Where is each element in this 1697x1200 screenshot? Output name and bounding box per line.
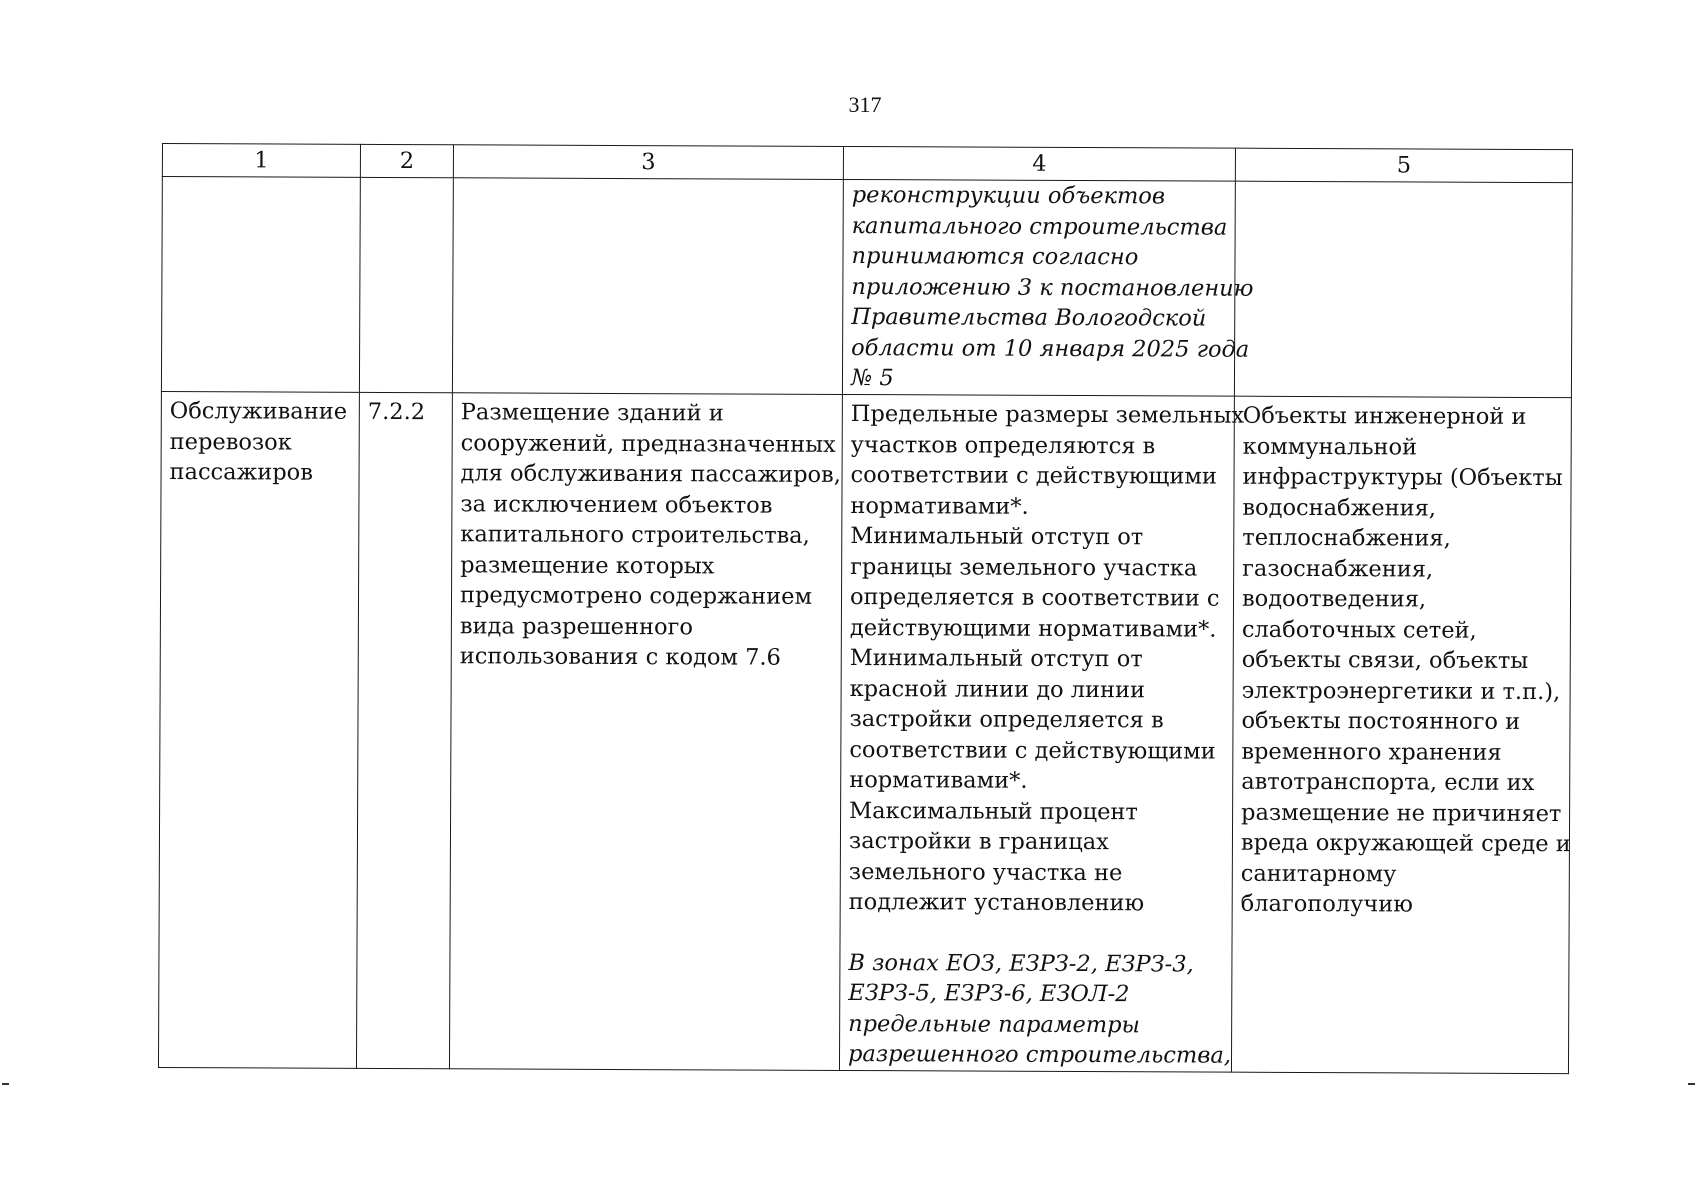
col4-line: нормативами*. — [850, 492, 1029, 520]
cont-col4-line: области от 10 января 2025 года — [851, 334, 1250, 363]
col4-line: определяется в соответствии с — [849, 584, 1220, 612]
col4-line: застройки определяется в — [849, 706, 1164, 734]
cont-col4-line: капитального строительства — [851, 212, 1228, 241]
col5-line: газоснабжения, — [1242, 555, 1434, 583]
cont-col4-line: № 5 — [850, 365, 894, 392]
cont-col4-line: реконструкции объектов — [851, 182, 1166, 210]
parameters-cell — [839, 394, 1245, 1071]
col4-line: Предельные размеры земельных — [850, 401, 1245, 429]
page-number: 317 — [848, 92, 882, 117]
land-use-name-cell — [158, 391, 359, 1067]
col5-line: благополучию — [1240, 890, 1413, 918]
col4-line: соответствии с действующими — [849, 736, 1216, 765]
header-col-2: 2 — [360, 144, 453, 177]
col4-line: земельного участка не — [848, 858, 1123, 886]
col5-line: временного хранения — [1241, 738, 1502, 766]
col5-line: теплоснабжения, — [1242, 524, 1451, 552]
header-col-4: 4 — [843, 146, 1235, 181]
scan-edge-mark-right — [1688, 1083, 1695, 1085]
header-col-3: 3 — [453, 145, 843, 180]
land-use-code: 7.2.2 — [367, 398, 426, 426]
col3-line: предусмотрено содержанием — [459, 582, 813, 610]
cont-cell-5 — [1234, 181, 1572, 397]
col4-line: Максимальный процент — [849, 797, 1138, 825]
col3-line: сооружений, предназначенных — [460, 429, 836, 458]
col4-line: границы земельного участка — [850, 553, 1198, 582]
col3-line: за исключением объектов — [460, 490, 773, 519]
cont-col4-line: Правительства Вологодской — [851, 304, 1207, 332]
col5-line: автотранспорта, если их — [1241, 768, 1535, 796]
main-row — [158, 391, 1571, 1073]
cont-cell-4 — [842, 179, 1254, 396]
col3-line: для обслуживания пассажиров, — [460, 460, 841, 488]
col5-line: Объекты инженерной и — [1242, 402, 1527, 430]
paragraph-gap — [848, 918, 1223, 950]
cont-col4-line: приложению 3 к постановлению — [851, 273, 1254, 302]
col3-line: размещение которых — [460, 551, 715, 579]
col5-line: слаботочных сетей, — [1241, 616, 1477, 644]
col5-line: объекты постоянного и — [1241, 707, 1521, 735]
col5-line: вреда окружающей среде и — [1240, 829, 1571, 858]
cont-col4-line: принимаются согласно — [851, 243, 1139, 271]
col4-line: действующими нормативами*. — [849, 614, 1217, 643]
col4-line: нормативами*. — [849, 767, 1028, 794]
col4-line: красной линии до линии — [849, 675, 1146, 703]
zoning-table — [158, 143, 1573, 1074]
col4-line: участков определяются в — [850, 431, 1156, 459]
col4-italic-line: ЕЗРЗ-5, ЕЗРЗ-6, ЕЗОЛ-2 — [848, 980, 1130, 1008]
col1-line: перевозок — [169, 428, 292, 456]
col1-line: пассажиров — [169, 459, 313, 486]
col4-line: Минимальный отступ от — [850, 523, 1144, 551]
description-cell — [449, 393, 842, 1070]
col4-line: соответствии с действующими — [850, 462, 1217, 490]
cont-cell-1 — [161, 177, 360, 393]
scan-edge-mark-left — [2, 1083, 9, 1085]
col5-line: инфраструктуры (Объекты — [1242, 463, 1563, 492]
col4-italic-line: В зонах ЕОЗ, ЕЗРЗ-2, ЕЗРЗ-3, — [848, 949, 1194, 978]
auxiliary-uses-cell — [1231, 396, 1571, 1073]
col5-line: объекты связи, объекты — [1241, 646, 1529, 674]
col5-line: размещение не причиняет — [1241, 799, 1562, 827]
header-col-5: 5 — [1235, 148, 1572, 182]
col5-line: санитарному — [1240, 860, 1397, 887]
cont-cell-2 — [359, 177, 453, 392]
col4-italic-line: предельные параметры — [848, 1010, 1140, 1038]
col5-line: водоотведения, — [1241, 585, 1427, 613]
col3-line: Размещение зданий и — [460, 399, 724, 427]
land-use-code-cell — [356, 392, 452, 1068]
col4-line: Минимальный отступ от — [849, 645, 1143, 673]
header-col-1: 1 — [162, 144, 360, 178]
col4-line: застройки в границах — [848, 828, 1109, 856]
col1-line: Обслуживание — [169, 398, 348, 425]
cont-cell-3 — [452, 178, 843, 395]
col3-line: капитального строительства, — [460, 521, 810, 549]
col4-italic-line: разрешенного строительства, — [847, 1041, 1231, 1069]
col4-line: подлежит установлению — [848, 889, 1145, 917]
col3-line: использования с кодом 7.6 — [459, 643, 781, 671]
col5-line: водоснабжения, — [1242, 494, 1437, 522]
col3-line: вида разрешенного — [459, 612, 693, 640]
col5-line: электроэнергетики и т.п.), — [1241, 677, 1561, 705]
col5-line: коммунальной — [1242, 433, 1418, 460]
continuation-row — [161, 177, 1572, 398]
